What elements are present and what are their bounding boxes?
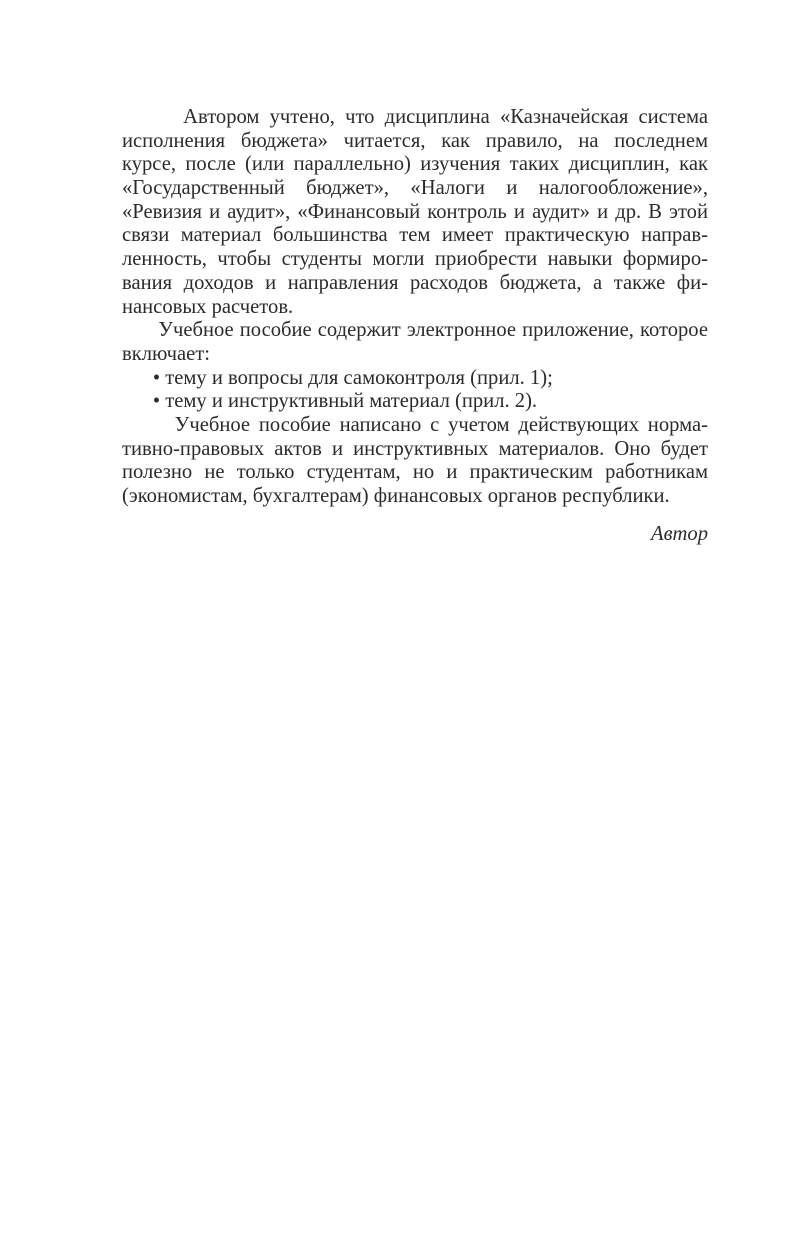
text-line: «Государственный бюджет», «Налоги и налогообложение», [122, 177, 708, 200]
document-page [122, 106, 708, 547]
paragraph-closing [122, 414, 708, 509]
author-signature: Автор [651, 522, 708, 545]
text-line: Учебное пособие написано с учетом действующих норма- [122, 413, 708, 436]
text-line: Автором учтено, что дисциплина «Казначейская система [122, 106, 708, 128]
text-line: связи материал большинства тем имеет практическую направ- [122, 224, 708, 247]
text-line: нансовых расчетов. [122, 295, 294, 318]
text-line: полезно не только студентам, но и практическим работникам [122, 461, 708, 484]
text-line: включает: [122, 342, 210, 365]
paragraph-appendix [122, 319, 708, 366]
list-item-appendix-1 [122, 367, 708, 391]
list-item-appendix-2 [122, 390, 708, 414]
text-line: курсе, после (или параллельно) изучения таких дисциплин, как [122, 153, 708, 176]
text-line: «Ревизия и аудит», «Финансовый контроль и аудит» и др. В этой [122, 200, 708, 223]
text-line: исполнения бюджета» читается, как правило, на последнем [122, 129, 708, 152]
text-line: (экономистам, бухгалтерам) финансовых органов республики. [122, 485, 670, 507]
text-line: Учебное пособие содержит электронное приложение, которое [122, 319, 708, 342]
text-line: ленность, чтобы студенты могли приобрести навыки формиро- [122, 248, 708, 271]
text-line: • тему и инструктивный материал (прил. 2). [122, 390, 538, 413]
text-line: • тему и вопросы для самоконтроля (прил. 1); [122, 366, 553, 389]
paragraph-intro [122, 106, 708, 319]
text-line: вания доходов и направления расходов бюджета, а также фи- [122, 271, 708, 294]
text-line: тивно-правовых актов и инструктивных материалов. Оно будет [122, 437, 708, 460]
